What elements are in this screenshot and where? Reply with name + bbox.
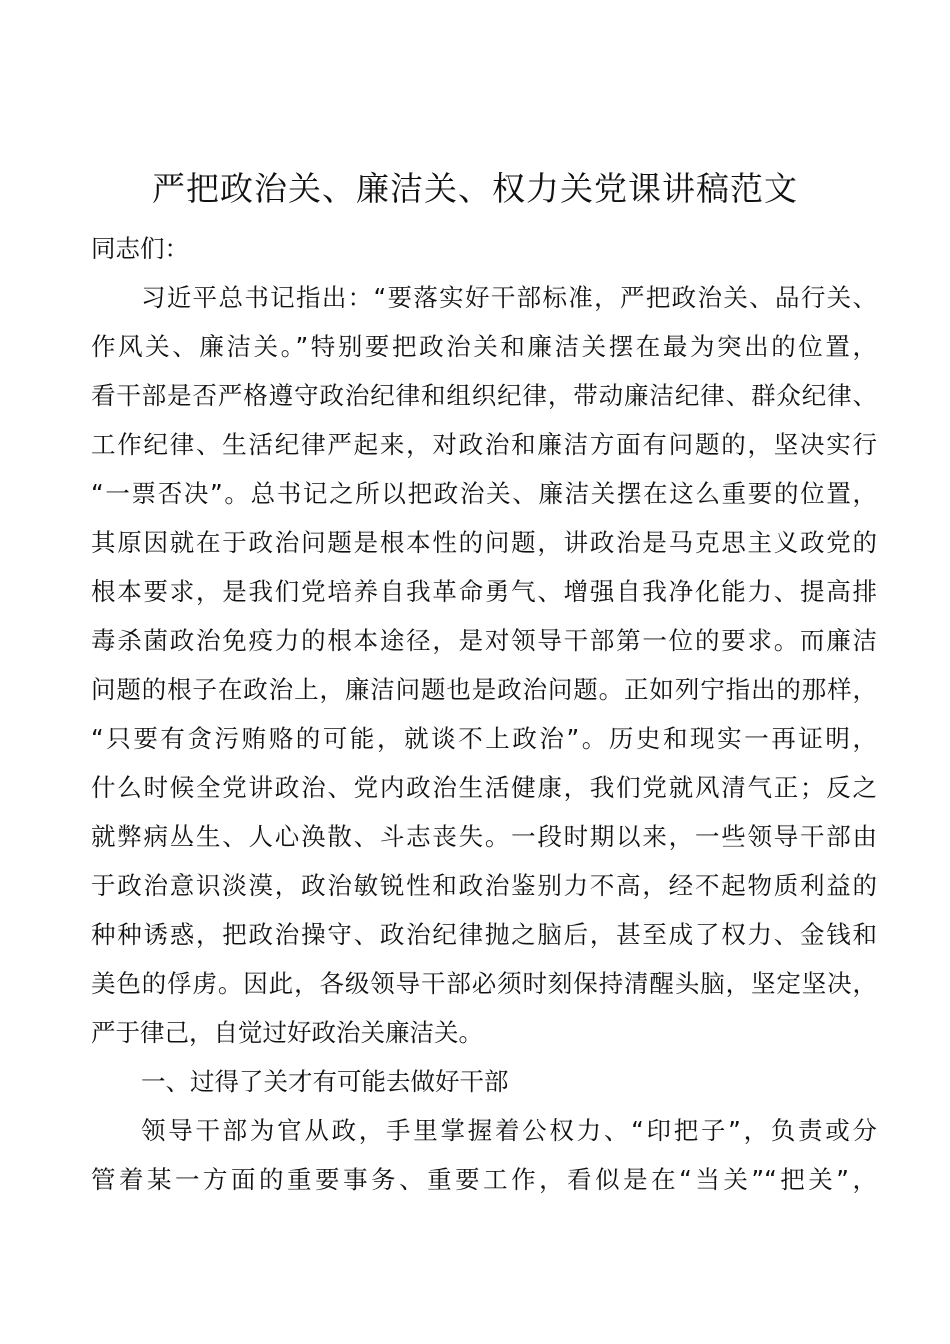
paragraph-line: 问题的根子在政治上，廉洁问题也是政治问题。正如列宁指出的那样， [91,675,877,704]
paragraph-line: 就弊病丛生、人心涣散、斗志丧失。一段时期以来，一些领导干部由 [91,822,877,851]
paragraph-line: 工作纪律、生活纪律严起来，对政治和廉洁方面有问题的，坚决实行 [91,430,877,459]
section-heading: 一、过得了关才有可能去做好干部 [141,1067,509,1096]
paragraph-line: 领导干部为官从政，手里掌握着公权力、“印把子”，负责或分 [141,1116,877,1145]
paragraph-line: 习近平总书记指出：“要落实好干部标准，严把政治关、品行关、 [141,283,877,312]
paragraph-line: 什么时候全党讲政治、党内政治生活健康，我们党就风清气正；反之 [91,773,877,802]
paragraph-line: 其原因就在于政治问题是根本性的问题，讲政治是马克思主义政党的 [91,528,877,557]
paragraph-line: 看干部是否严格遵守政治纪律和组织纪律，带动廉洁纪律、群众纪律、 [91,381,877,410]
paragraph-line: 管着某一方面的重要事务、重要工作，看似是在“当关”“把关”， [91,1165,877,1194]
salutation: 同志们： [91,234,189,263]
paragraph-line: 美色的俘虏。因此，各级领导干部必须时刻保持清醒头脑，坚定坚决， [91,969,877,998]
paragraph-line: 严于律己，自觉过好政治关廉洁关。 [91,1018,483,1047]
paragraph-line: 毒杀菌政治免疫力的根本途径，是对领导干部第一位的要求。而廉洁 [91,626,877,655]
paragraph-line: 于政治意识淡漠，政治敏锐性和政治鉴别力不高，经不起物质利益的 [91,871,877,900]
paragraph-line: “只要有贪污贿赂的可能，就谈不上政治”。历史和现实一再证明， [91,724,877,753]
paragraph-line: 作风关、廉洁关。”特别要把政治关和廉洁关摆在最为突出的位置， [91,332,877,361]
paragraph-line: 种种诱惑，把政治操守、政治纪律抛之脑后，甚至成了权力、金钱和 [91,920,877,949]
paragraph-line: “一票否决”。总书记之所以把政治关、廉洁关摆在这么重要的位置， [91,479,877,508]
paragraph-line: 根本要求，是我们党培养自我革命勇气、增强自我净化能力、提高排 [91,577,877,606]
document-title: 严把政治关、廉洁关、权力关党课讲稿范文 [152,169,798,208]
